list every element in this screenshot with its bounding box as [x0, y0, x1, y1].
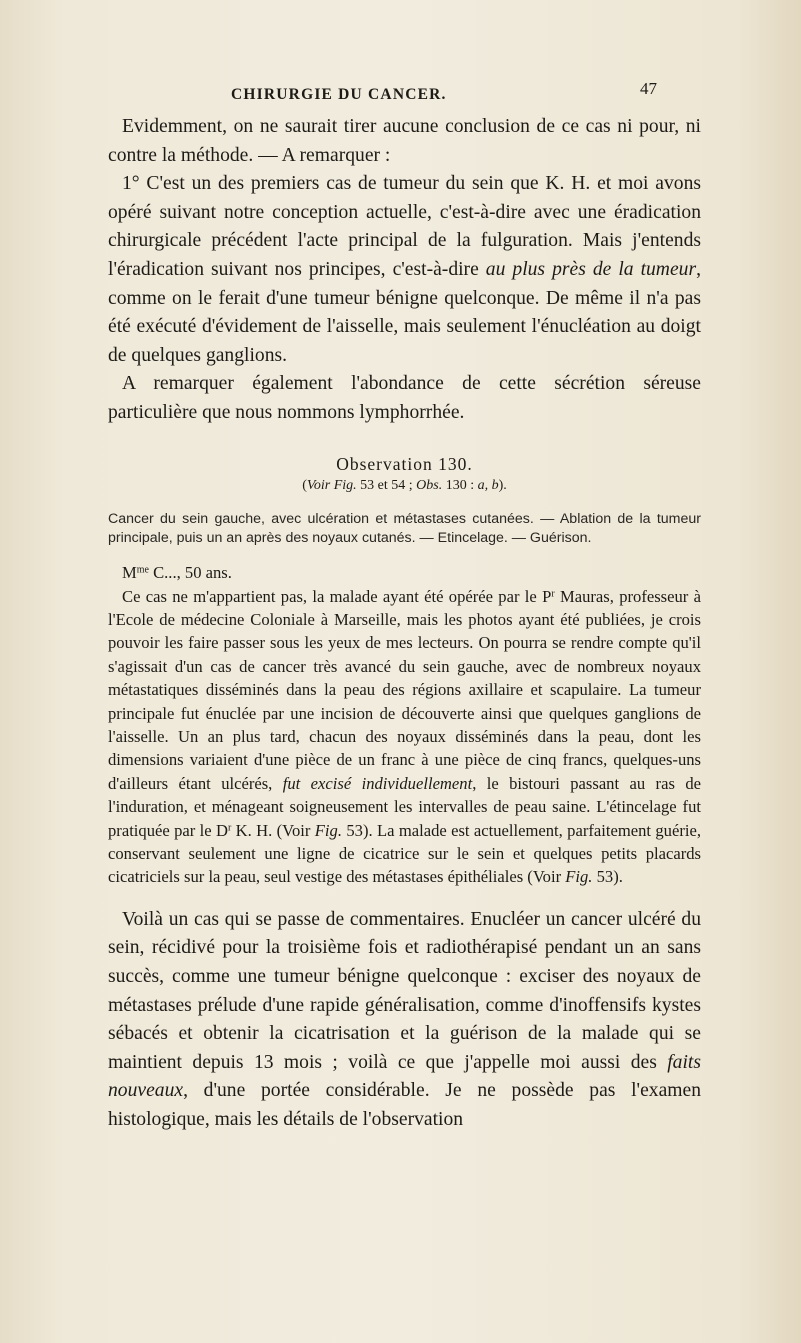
paragraph-conclusion: Voilà un cas qui se passe de commentaires. Enucléer un cancer ulcéré du sein, récidivé pour la troisième fois et radiothérapisé pendant un an sans succès, comme une tumeur bénigne quelconque : exciser des noyaux de métastases prélude d'une rapide généralisation, comme d'inoffensifs kystes sébacés et obtenir la cicatrisation et la guérison de la malade qui se maintient depuis 13 mois ; voilà ce que j'appelle moi aussi des faits nouveaux, d'une portée considérable. Je ne possède pas l'examen histologique, mais les détails de l'observation: [108, 908, 701, 1130]
case-description: Ce cas ne m'appartient pas, la malade ayant été opérée par le $P^r$ Mauras, professeur à l'Ecole de médecine Coloniale à Marseille, mais les photos ayant été publiées, je crois pouvoir les faire passer sous les yeux de mes lecteurs. On pourra se rendre compte qu'il s'agissait d'un cas de cancer très avancé du sein gauche, avec de nombreux noyaux métastatiques disséminés dans la peau des régions axillaire et scapulaire. La tumeur principale fut énuclée par une incision de découverte ainsi que quelques ganglions de l'aisselle. Un an plus tard, chacun des noyaux disséminés dans la peau, dont les dimensions variaient d'une pièce de un franc à une pièce de cinq francs, quelques-uns d'ailleurs étant ulcérés, fut excisé individuellement, le bistouri passant au ras de l'induration, et ménageant soigneusement les intervalles de peau saine. L'étincelage fut pratiquée par le $D^r$ K. H. (Voir Fig. 53). La malade est actuellement, parfaitement guérie, conservant seulement une ligne de cicatrice sur le sein et quelques petits placards cicatriciels sur la peau, seul vestige des métastases épithéliales (Voir Fig. 53).: [108, 586, 701, 887]
paragraph-remark-1: 1° C'est un des premiers cas de tumeur du sein que K. H. et moi avons opéré suivant notre conception actuelle, c'est-à-dire avec une éradication chirurgicale précédent l'acte principal de la fulguration. Mais j'entends l'éradication suivant nos principes, c'est-à-dire au plus près de la tumeur, comme on le ferait d'une tumeur bénigne quelconque. De même il n'a pas été exécuté d'évidement de l'aisselle, mais seulement l'énucléation au doigt de quelques ganglions.: [108, 173, 701, 366]
patient-line: $M^{me}$ C..., 50 ans.: [122, 563, 232, 583]
observation-reference: (Voir Fig. 53 et 54 ; Obs. 130 : a, b).: [302, 477, 507, 493]
page-body: [108, 113, 701, 1135]
italic-phrase: fut excisé individuellement: [282, 773, 473, 793]
italic-phrase: faits nouveaux: [108, 1051, 701, 1102]
italic-phrase: au plus près de la tumeur: [485, 258, 697, 280]
observation-title: Observation 130.: [336, 453, 473, 474]
page-number: 47: [640, 79, 657, 98]
observation-summary: Cancer du sein gauche, avec ulcération et métastases cutanées. — Ablation de la tumeur principale, puis un an après des noyaux cutanés. — Etincelage. — Guérison.: [108, 510, 701, 546]
paragraph-intro: Evidemment, on ne saurait tirer aucune conclusion de ce cas ni pour, ni contre la méthode. — A remarquer :: [108, 116, 701, 166]
running-title: CHIRURGIE DU CANCER.: [231, 86, 447, 103]
paragraph-remark-2: A remarquer également l'abondance de cette sécrétion séreuse particulière que nous nommons lymphorrhée.: [108, 373, 701, 423]
